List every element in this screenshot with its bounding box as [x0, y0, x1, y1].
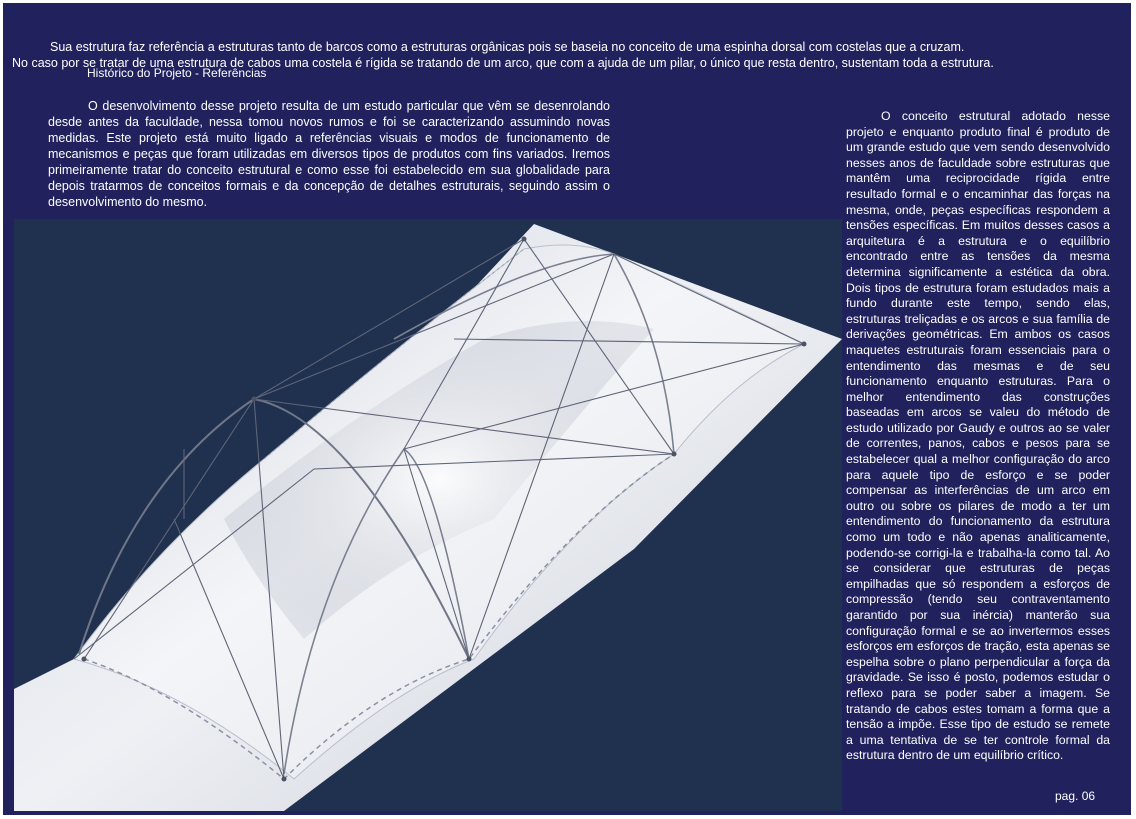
right-paragraph: O conceito estrutural adotado nesse projeto e enquanto produto final é produto de um grande estudo que vem sendo desenvolvido nesses anos de faculdade sobre estruturas que mantêm uma reciprocidade rígida entre resultado formal e o encaminhar das forças na mesma, onde, peças específicas respondem a tensões específicas. Em muitos desses casos a arquitetura é a estrutura e o equilíbrio encontrado entre as tensões da mesma determina significamente a estética da obra. Dois tipos de estrutura foram estudados mais a fundo durante este tempo, sendo elas, estruturas treliçadas e os arcos e sua família de derivações geométricas. Em ambos os casos maquetes estruturais foram essenciais para o entendimento das mesmas e de seu funcionamento enquanto estruturas. Para o melhor entendimento das construções baseadas em arcos se valeu do método de estudo utilizado por Gaudy e outros ao se valer de correntes, panos, cabos e pesos para se estabelecer qual a melhor configuração do arco para aquele tipo de esforço e se poder compensar as interferências de um arco em outro ou sobre os pilares de modo a ter um entendimento do funcionamento da estrutura como um todo e não apenas analiticamente, podendo-se corrigi-la e trabalha-la como tal. Ao se considerar que estruturas de peças empilhadas que só respondem a esforços de compressão (tendo seu contraventamento garantido por sua inércia) manterão sua configuração formal e se ao invertermos esses esforços em esforços de tração, esta apenas se espelha sobre o plano perpendicular a força da gravidade. Se isso é posto, podemos estudar o reflexo para se poder saber a imagem. Se tratando de cabos estes tomam a forma que a tensão a impõe. Esse tipo de estudo se remete a uma tentativa de se ter controle formal da estrutura dentro de um equilíbrio crítico. [846, 109, 1110, 763]
page-number: pag. 06 [1055, 789, 1096, 803]
intro-line-2: No caso por se tratar de uma estrutura de cabos uma costela é rígida se tratando de um arco, que com a ajuda de um pilar, o único que resta dentro, sustentam toda a estrutura. [12, 56, 994, 70]
left-paragraph: O desenvolvimento desse projeto resulta de um estudo particular que vêm se desenrolando desde antes da faculdade, nessa tomou novos rumos e foi se caracterizando assumindo novas medidas. Este projeto está muito ligado a referências visuais e modos de funcionamento de mecanismos e peças que foram utilizadas em diversos tipos de produtos com fins variados. Iremos primeiramente tratar do conceito estrutural e como esse foi estabelecido em sua globalidade para depois tratarmos de conceitos formais e da concepção de detalhes estruturais, seguindo assim o desenvolvimento do mesmo. [48, 99, 610, 209]
tensile-structure-model-image [14, 219, 842, 811]
page-frame [3, 3, 1131, 815]
intro-line-1: Sua estrutura faz referência a estruturas tanto de barcos como a estruturas orgânicas pois se baseia no conceito de uma espinha dorsal com costelas que a cruzam. [50, 40, 965, 54]
section-heading: Histórico do Projeto - Referências [87, 66, 267, 80]
